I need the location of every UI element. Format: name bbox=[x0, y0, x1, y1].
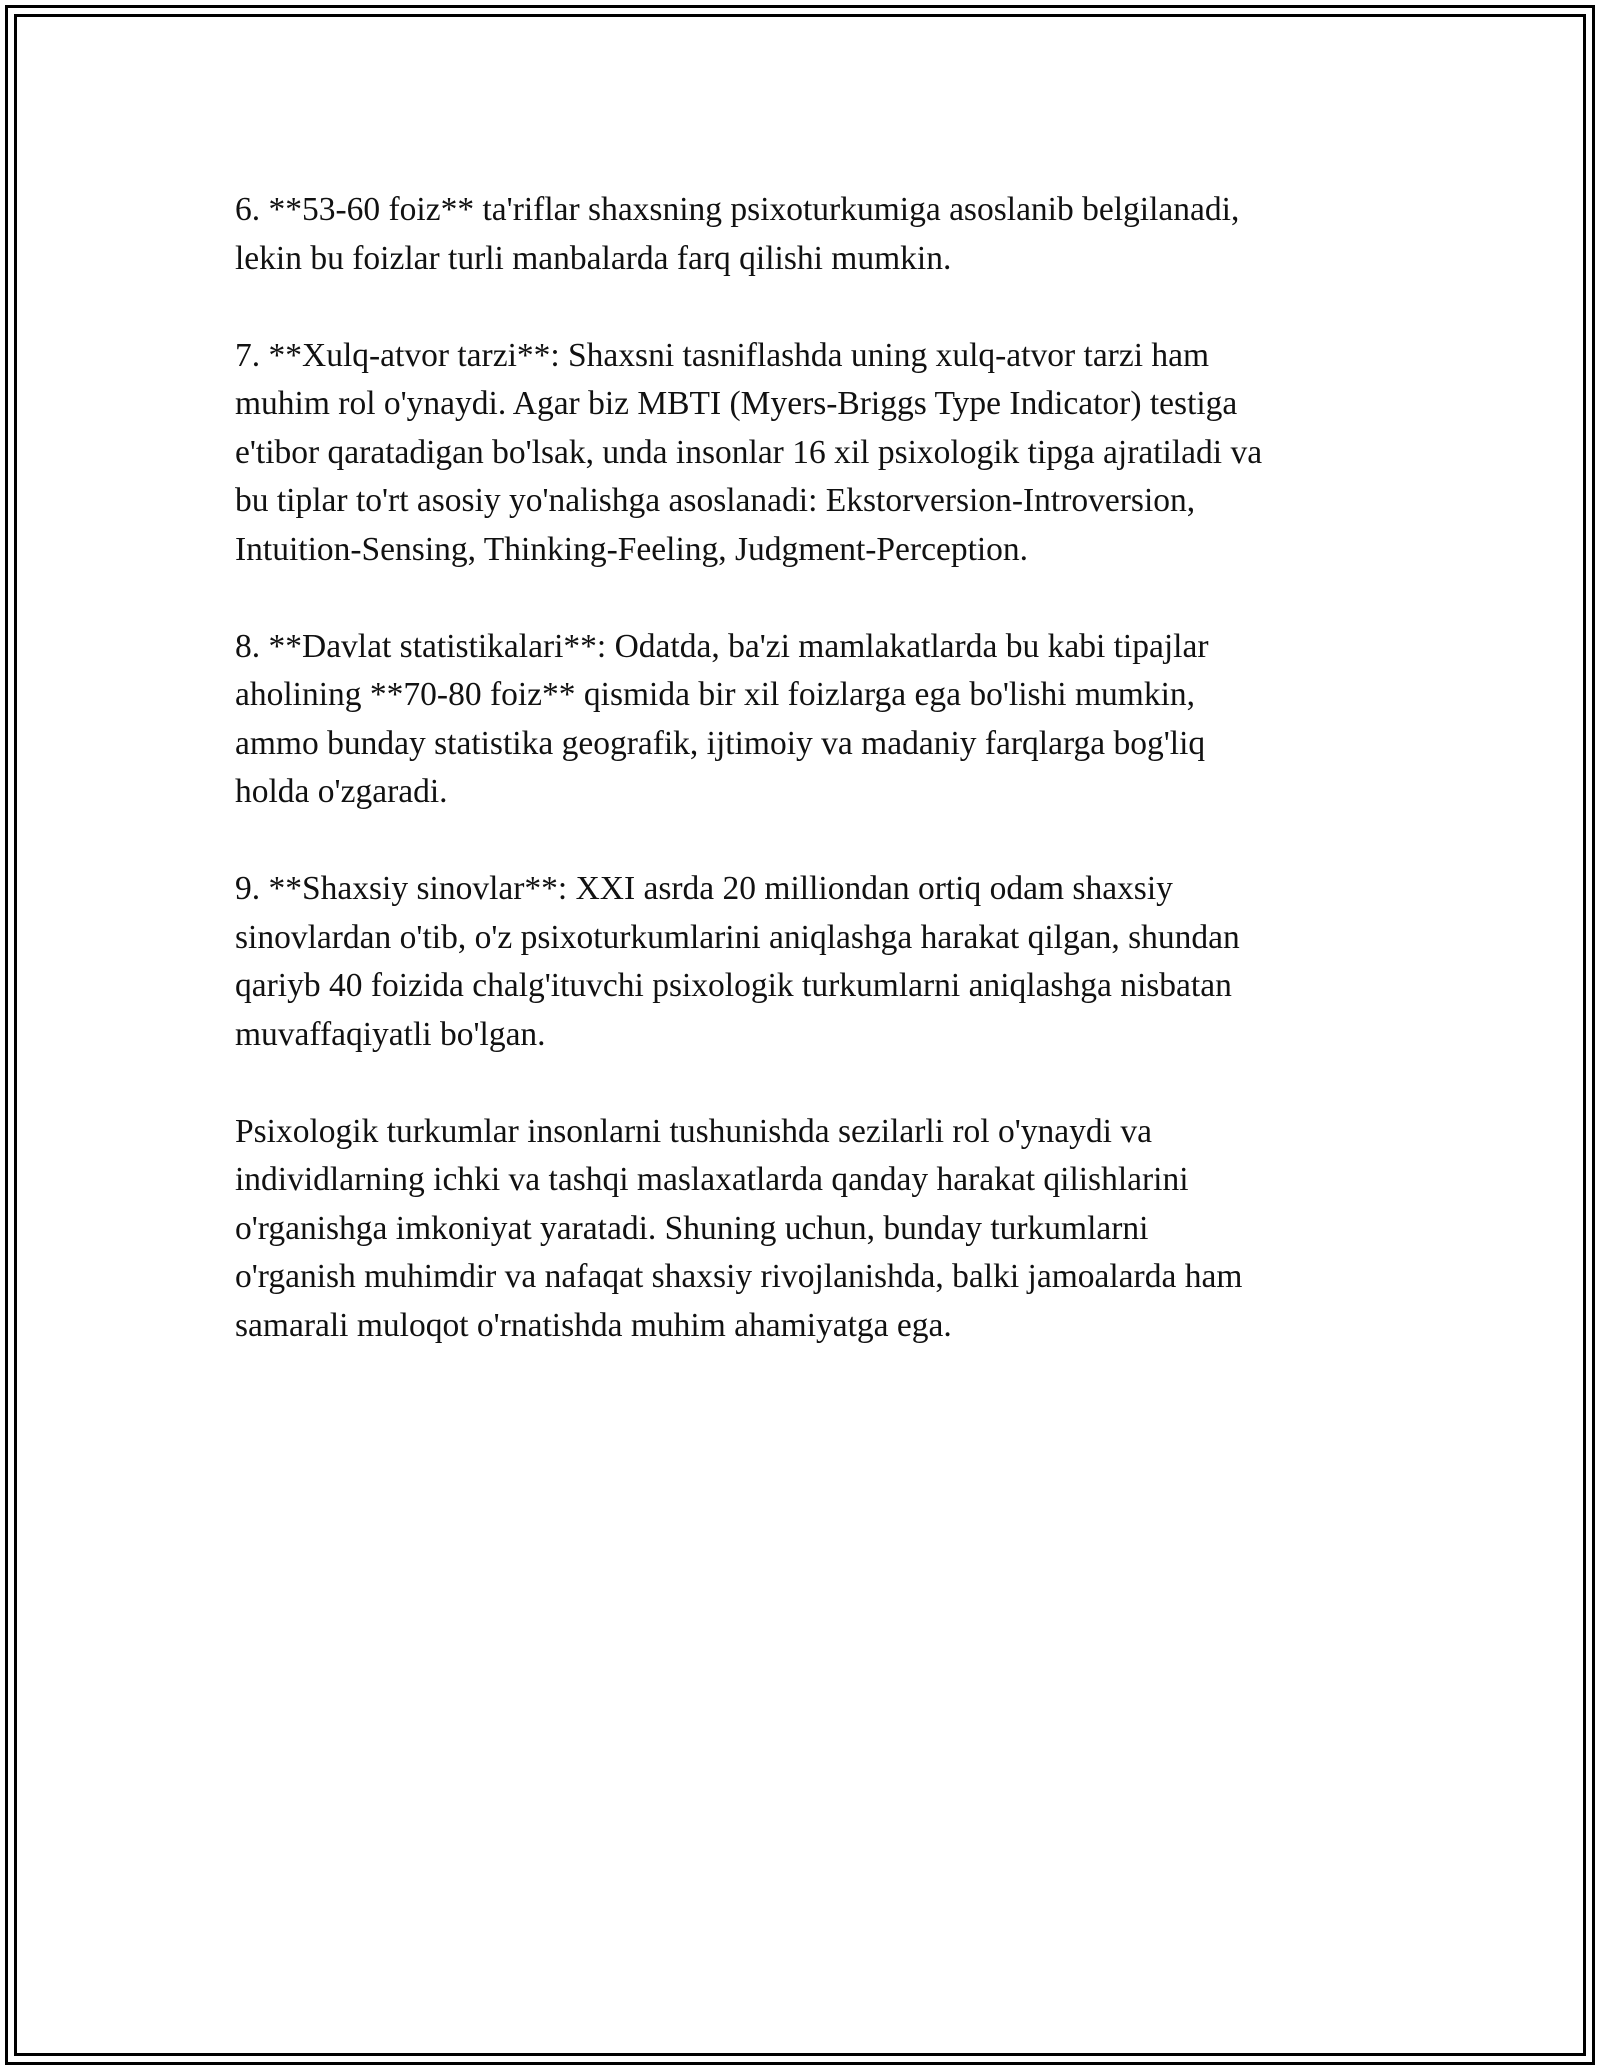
paragraph-item-6: 6. **53-60 foiz** ta'riflar shaxsning psixoturkumiga asoslanib belgilanadi, lekin bu foizlar turli manbalarda farq qilishi mumkin. bbox=[235, 191, 1240, 277]
paragraph-item-7: 7. **Xulq-atvor tarzi**: Shaxsni tasniflashda uning xulq-atvor tarzi ham muhim rol o'ynaydi. Agar biz MBTI (Myers-Briggs Type Indicator) testiga e'tibor qaratadigan bo'lsak, unda insonlar 16 xil psixologik tipga ajratiladi va bu tiplar to'rt asosiy yo'nalishga asoslanadi: Ekstorversion-Introversion, Intuition-Sensing, Thinking-Feeling, Judgment-Perception. bbox=[235, 336, 1263, 568]
paragraph-conclusion: Psixologik turkumlar insonlarni tushunishda sezilarli rol o'ynaydi va individlarning ichki va tashqi maslaxatlarda qanday harakat qilishlarini o'rganishga imkoniyat yaratadi. Shuning uchun, bunday turkumlarni o'rganish muhimdir va nafaqat shaxsiy rivojlanishda, balki jamoalarda ham samarali muloqot o'rnatishda muhim ahamiyatga ega. bbox=[235, 1112, 1243, 1344]
paragraph-item-9: 9. **Shaxsiy sinovlar**: XXI asrda 20 milliondan ortiq odam shaxsiy sinovlardan o'tib, o'z psixoturkumlarini aniqlashga harakat qilgan, shundan qariyb 40 foizida chalg'ituvchi psixologik turkumlarni aniqlashga nisbatan muvaffaqiyatli bo'lgan. bbox=[235, 870, 1240, 1053]
document-body bbox=[235, 186, 1385, 1399]
paragraph-item-8: 8. **Davlat statistikalari**: Odatda, ba'zi mamlakatlarda bu kabi tipajlar aholining **70-80 foiz** qismida bir xil foizlarga ega bo'lishi mumkin, ammo bunday statistika geografik, ijtimoiy va madaniy farqlarga bog'liq holda o'zgaradi. bbox=[235, 627, 1209, 810]
